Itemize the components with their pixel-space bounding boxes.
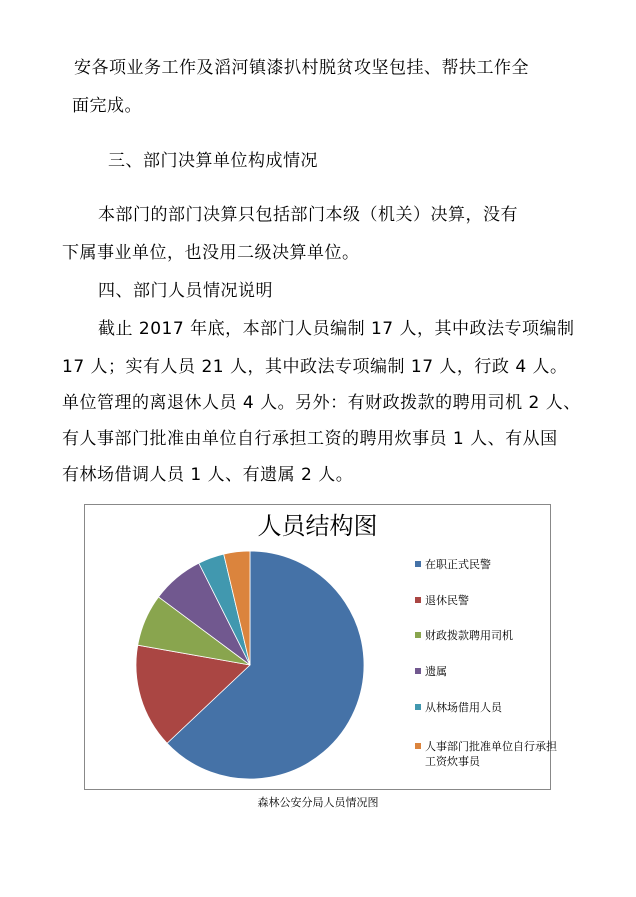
paragraph-line: 17 人；实有人员 21 人，其中政法专项编制 17 人，行政 4 人。 <box>62 357 568 377</box>
paragraph-line: 有林场借调人员 1 人、有遗属 2 人。 <box>62 465 354 485</box>
figure-caption: 森林公安分局人员情况图 <box>257 796 379 809</box>
legend-swatch <box>415 597 421 603</box>
paragraph-line: 截止 2017 年底，本部门人员编制 17 人，其中政法专项编制 <box>98 319 575 339</box>
paragraph-line: 单位管理的离退休人员 4 人。另外：有财政拨款的聘用司机 2 人、 <box>62 393 581 413</box>
paragraph-line: 本部门的部门决算只包括部门本级（机关）决算，没有 <box>98 205 518 225</box>
legend-swatch <box>415 668 421 674</box>
paragraph-line: 安各项业务工作及滔河镇漆扒村脱贫攻坚包挂、帮扶工作全 <box>74 58 529 78</box>
paragraph-line: 下属事业单位，也没用二级决算单位。 <box>62 243 360 263</box>
legend-label: 人事部门批准单位自行承担 <box>425 740 557 753</box>
legend-swatch <box>415 632 421 638</box>
paragraph-line: 有人事部门批准由单位自行承担工资的聘用炊事员 1 人、有从国 <box>62 429 558 449</box>
section-heading: 三、部门决算单位构成情况 <box>108 151 318 171</box>
legend-label: 遗属 <box>425 665 447 678</box>
legend-label: 在职正式民警 <box>425 558 491 571</box>
pie-chart <box>84 504 557 790</box>
legend-swatch <box>415 704 421 710</box>
chart-title: 人员结构图 <box>257 512 378 540</box>
legend-swatch <box>415 743 421 749</box>
legend-label: 退休民警 <box>425 594 469 607</box>
section-heading: 四、部门人员情况说明 <box>98 281 273 301</box>
legend-label: 财政拨款聘用司机 <box>425 629 513 642</box>
legend-label: 从林场借用人员 <box>425 701 502 714</box>
paragraph-line: 面完成。 <box>72 96 142 116</box>
legend-label: 工资炊事员 <box>425 755 480 768</box>
legend-swatch <box>415 561 421 567</box>
